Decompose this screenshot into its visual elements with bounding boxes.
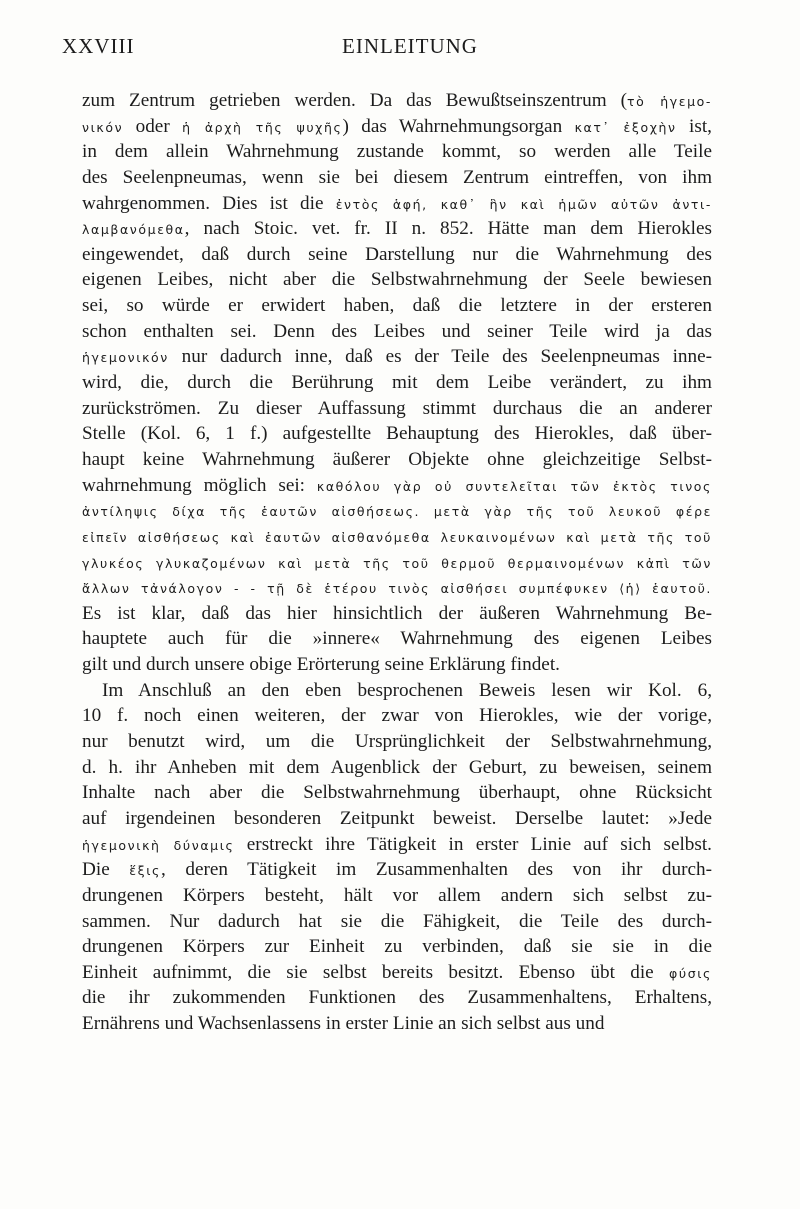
- text-line: [82, 370, 712, 396]
- running-title: EINLEITUNG: [342, 34, 478, 58]
- text-line: [82, 883, 712, 909]
- text-line: [82, 319, 712, 345]
- text-line: [82, 139, 712, 165]
- text-line: [82, 447, 712, 473]
- text-line: [82, 293, 712, 319]
- greek-quotation: εἰπεῖν αἰσθήσεως καὶ ἑαυτῶν αἰσθανόμεθα λευκαινομένων καὶ μετὰ τῆς τοῦ: [82, 529, 712, 545]
- text-line: [82, 729, 712, 755]
- text-line: [82, 780, 712, 806]
- text-line: [82, 114, 712, 140]
- page-number: XXVIII: [62, 34, 135, 58]
- greek-quotation: γλυκέος γλυκαζομένων καὶ μετὰ τῆς τοῦ θερμοῦ θερμαινομένων κἀπὶ τῶν: [82, 555, 712, 571]
- text-segment: sei, so würde er erwidert haben, daß die letztere in der ersteren: [82, 295, 712, 317]
- greek-quotation: κατ᾽ ἐξοχὴν: [574, 119, 677, 135]
- text-line: [82, 216, 712, 242]
- greek-quotation: τὸ ἡγεμο-: [627, 94, 712, 109]
- text-segment: hauptete auch für die »innere« Wahrnehmung des eigenen Leibes: [82, 628, 712, 650]
- text-segment: Stelle (Kol. 6, 1 f.) aufgestellte Behauptung des Hierokles, daß über-: [82, 423, 712, 445]
- text-line: [82, 626, 712, 652]
- text-segment: erstreckt ihre Tätigkeit in erster Linie auf sich selbst.: [234, 833, 712, 855]
- greek-quotation: ἡγεμονικόν: [82, 350, 169, 366]
- text-segment: ) das Wahrnehmungsorgan: [342, 115, 575, 137]
- text-line: [82, 575, 712, 601]
- text-line: [82, 806, 712, 832]
- text-segment: in dem allein Wahrnehmung zustande kommt, so werden alle Teile: [82, 141, 712, 163]
- text-line: [82, 857, 712, 883]
- text-line: [82, 755, 712, 781]
- text-segment: zurückströmen. Zu dieser Auffassung stimmt durchaus die an anderer: [82, 397, 712, 419]
- text-segment: wahrnehmung möglich sei:: [82, 474, 317, 496]
- text-line: [82, 396, 712, 422]
- text-line: [82, 524, 712, 550]
- text-line: [82, 191, 712, 217]
- text-segment: drungenen Körpers zur Einheit zu verbinden, daß sie sie in die: [82, 936, 712, 958]
- text-line: [82, 498, 712, 524]
- text-segment: ist,: [676, 115, 712, 137]
- text-segment: nur dadurch inne, daß es der Teile des Seelenpneumas inne-: [168, 346, 712, 368]
- running-head: [62, 34, 712, 64]
- text-line: [82, 832, 712, 858]
- text-segment: nur benutzt wird, um die Ursprünglichkeit der Selbstwahrnehmung,: [82, 731, 712, 753]
- greek-quotation: ἡγεμονικὴ δύναμις: [82, 837, 235, 853]
- text-segment: , deren Tätigkeit im Zusammenhalten des von ihr durch-: [160, 859, 712, 881]
- text-line: [82, 267, 712, 293]
- greek-quotation: ἀντίληψις δίχα τῆς ἑαυτῶν αἰσθήσεως. μετὰ γὰρ τῆς τοῦ λευκοῦ φέρε: [82, 504, 712, 520]
- text-line: [82, 985, 712, 1011]
- text-segment: wird, die, durch die Berührung mit dem Leibe verändert, zu ihm: [82, 372, 712, 394]
- greek-quotation: ἡ ἀρχὴ τῆς ψυχῆς: [182, 119, 343, 135]
- text-line: [82, 678, 712, 704]
- greek-quotation: λαμβανόμεθα: [82, 222, 185, 238]
- text-segment: haupt keine Wahrnehmung äußerer Objekte ohne gleichzeitige Selbst-: [82, 448, 712, 470]
- text-segment: sammen. Nur dadurch hat sie die Fähigkeit, die Teile des durch-: [82, 910, 712, 932]
- text-segment: schon enthalten sei. Denn des Leibes und seiner Teile wird ja das: [82, 320, 712, 342]
- text-segment: wahrgenommen. Dies ist die: [82, 192, 336, 214]
- text-line: [82, 652, 712, 678]
- text-line: [82, 165, 712, 191]
- greek-quotation: καθόλου γὰρ οὐ συντελεῖται τῶν ἐκτὸς τινος: [316, 478, 712, 494]
- text-segment: die ihr zukommenden Funktionen des Zusammenhaltens, Erhaltens,: [82, 987, 712, 1009]
- text-line: [82, 242, 712, 268]
- text-line: [82, 550, 712, 576]
- greek-quotation: ἕξις: [129, 863, 161, 879]
- text-segment: eigenen Leibes, nicht aber die Selbstwahrnehmung der Seele bewiesen: [82, 269, 712, 291]
- text-segment: Im Anschluß an den eben besprochenen Beweis lesen wir Kol. 6,: [102, 679, 712, 701]
- greek-quotation: ἐντὸς ἁφή, καθ᾽ ἣν καὶ ἡμῶν αὐτῶν ἀντι-: [335, 196, 712, 212]
- text-segment: Die: [82, 859, 130, 881]
- text-segment: auf irgendeinen besonderen Zeitpunkt beweist. Derselbe lautet: »Jede: [82, 807, 712, 829]
- text-line: [82, 344, 712, 370]
- text-segment: oder: [123, 115, 183, 137]
- text-line: [82, 909, 712, 935]
- text-segment: Es ist klar, daß das hier hinsichtlich der äußeren Wahrnehmung Be-: [82, 602, 712, 624]
- text-segment: zum Zentrum getrieben werden. Da das Bewußtseinszentrum (: [82, 90, 628, 111]
- text-segment: drungenen Körpers besteht, hält vor allem andern sich selbst zu-: [82, 884, 712, 906]
- text-segment: des Seelenpneumas, wenn sie bei diesem Zentrum eintreffen, von ihm: [82, 166, 712, 188]
- text-segment: gilt und durch unsere obige Erörterung seine Erklärung findet.: [82, 654, 560, 676]
- greek-quotation: νικόν: [82, 119, 124, 135]
- text-line: [82, 703, 712, 729]
- text-segment: , nach Stoic. vet. fr. II n. 852. Hätte man dem Hierokles: [184, 218, 712, 240]
- text-line: [82, 88, 712, 114]
- body-text: [82, 88, 712, 1037]
- text-line: [82, 473, 712, 499]
- text-segment: eingewendet, daß durch seine Darstellung nur die Wahrnehmung des: [82, 243, 712, 265]
- text-line: [82, 421, 712, 447]
- text-line: [82, 1011, 712, 1037]
- text-segment: 10 f. noch einen weiteren, der zwar von Hierokles, wie der vorige,: [82, 705, 712, 727]
- text-segment: Inhalte nach aber die Selbstwahrnehmung überhaupt, ohne Rücksicht: [82, 782, 712, 804]
- greek-quotation: φύσις: [669, 965, 712, 981]
- greek-quotation: ἄλλων τἀνάλογον - - τῇ δὲ ἑτέρου τινὸς αἰσθήσει συμπέφυκεν ⟨ἡ⟩ ἑαυτοῦ.: [82, 581, 712, 597]
- text-line: [82, 960, 712, 986]
- text-line: [82, 601, 712, 627]
- text-line: [82, 934, 712, 960]
- text-segment: Einheit aufnimmt, die sie selbst bereits besitzt. Ebenso übt die: [82, 961, 670, 983]
- text-segment: d. h. ihr Anheben mit dem Augenblick der Geburt, zu beweisen, seinem: [82, 756, 712, 778]
- text-segment: Ernährens und Wachsenlassens in erster Linie an sich selbst aus und: [82, 1013, 605, 1035]
